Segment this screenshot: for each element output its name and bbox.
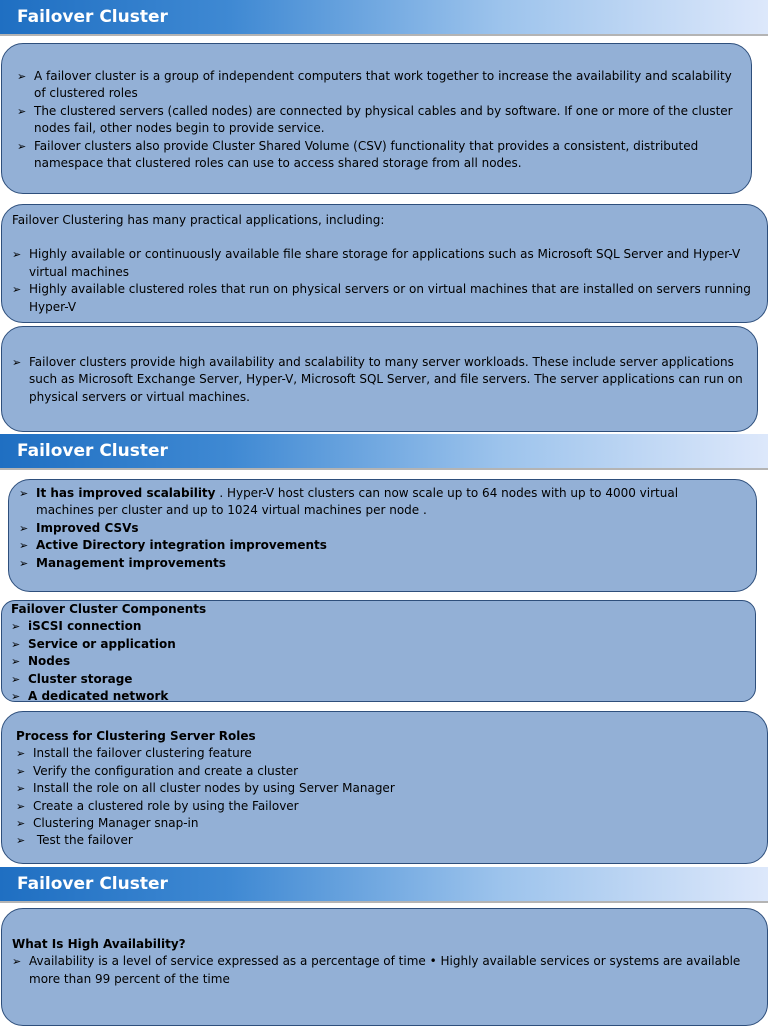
process-box (1, 711, 768, 864)
bullet-item: ➢ iSCSI connection (11, 618, 747, 635)
arrow-bullet-icon: ➢ (16, 782, 26, 796)
section-title: Failover Cluster (17, 7, 168, 27)
arrow-bullet-icon: ➢ (16, 747, 26, 761)
bullet-item: ➢ Clustering Manager snap-in (16, 815, 759, 832)
section-banner (0, 0, 768, 36)
bullet-item: ➢ Active Directory integration improvements (19, 537, 738, 554)
arrow-bullet-icon: ➢ (17, 70, 27, 83)
bullet-item: ➢ Create a clustered role by using the Failover (16, 798, 759, 815)
arrow-bullet-icon: ➢ (11, 655, 21, 669)
arrow-bullet-icon: ➢ (11, 690, 21, 704)
bullet-item: ➢ Verify the configuration and create a cluster (16, 763, 759, 780)
arrow-bullet-icon: ➢ (19, 539, 29, 553)
arrow-bullet-icon: ➢ (19, 487, 29, 500)
arrow-bullet-icon: ➢ (11, 637, 21, 651)
components-title: Failover Cluster Components (11, 602, 207, 616)
arrow-bullet-icon: ➢ (17, 104, 27, 118)
improvements-box (8, 479, 757, 592)
bullet-item: ➢ Availability is a level of service expressed as a percentage of time • Highly available services or systems are available more than 99 percent of the time (12, 954, 741, 986)
bullet-item: ➢ Install the role on all cluster nodes by using Server Manager (16, 780, 759, 797)
arrow-bullet-icon: ➢ (16, 799, 26, 813)
bullet-item: ➢ Improved CSVs (19, 520, 738, 537)
bullet-item: ➢ Management improvements (19, 555, 738, 572)
arrow-bullet-icon: ➢ (12, 955, 22, 969)
arrow-bullet-icon: ➢ (16, 764, 26, 778)
bullet-item: ➢ Cluster storage (11, 671, 747, 688)
section-banner (0, 434, 768, 470)
arrow-bullet-icon: ➢ (19, 521, 29, 535)
bullet-item: ➢ Highly available clustered roles that run on physical servers or on virtual machines that are installed on servers running Hyper-V (12, 282, 751, 314)
bullet-item: ➢ Install the failover clustering feature (16, 745, 759, 762)
bullet-item: ➢ Service or application (11, 636, 747, 653)
bullet-item: ➢ Failover clusters provide high availability and scalability to many server workloads. These include server applications such as Microsoft Exchange Server, Hyper-V, Microsoft SQL Server, and file servers. The server applications can run on physical servers or virtual machines. (12, 355, 743, 404)
components-box (1, 600, 756, 702)
arrow-bullet-icon: ➢ (12, 356, 22, 369)
bullet-item: ➢ Highly available or continuously available file share storage for applications such as Microsoft SQL Server and Hyper-V virtual machines (12, 247, 741, 279)
bullet-item: ➢ A dedicated network (11, 688, 747, 705)
bullet-item: ➢ Failover clusters also provide Cluster Shared Volume (CSV) functionality that provides a consistent, distributed namespace that clustered roles can use to access shared storage from all nodes. (17, 138, 699, 171)
bullet-item: ➢ Test the failover (16, 832, 759, 849)
high-availability-box (1, 908, 768, 1026)
arrow-bullet-icon: ➢ (11, 620, 21, 634)
process-title: Process for Clustering Server Roles (16, 729, 256, 743)
arrow-bullet-icon: ➢ (17, 139, 27, 153)
bullet-item: ➢ It has improved scalability . Hyper-V host clusters can now scale up to 64 nodes with up to 4000 virtual machines per cluster and up to 1024 virtual machines per node . (19, 486, 679, 518)
arrow-bullet-icon: ➢ (19, 556, 29, 570)
section-title: Failover Cluster (17, 441, 168, 461)
arrow-bullet-icon: ➢ (12, 283, 22, 297)
definition-box (1, 43, 752, 194)
bullet-item: ➢ The clustered servers (called nodes) are connected by physical cables and by software. If one or more of the cluster nodes fail, other nodes begin to provide service. (17, 103, 733, 136)
arrow-bullet-icon: ➢ (12, 248, 22, 262)
applications-box (1, 204, 768, 323)
high-availability-title: What Is High Availability? (12, 937, 186, 951)
arrow-bullet-icon: ➢ (16, 817, 26, 831)
bullet-item: ➢ A failover cluster is a group of independent computers that work together to increase the availability and scalability of clustered roles (17, 69, 732, 101)
arrow-bullet-icon: ➢ (11, 672, 21, 686)
arrow-bullet-icon: ➢ (16, 834, 26, 848)
workloads-box (1, 326, 758, 432)
section-banner (0, 867, 768, 903)
bullet-item: ➢ Nodes (11, 653, 747, 670)
section-title: Failover Cluster (17, 874, 168, 894)
applications-intro: Failover Clustering has many practical applications, including: (12, 213, 385, 227)
